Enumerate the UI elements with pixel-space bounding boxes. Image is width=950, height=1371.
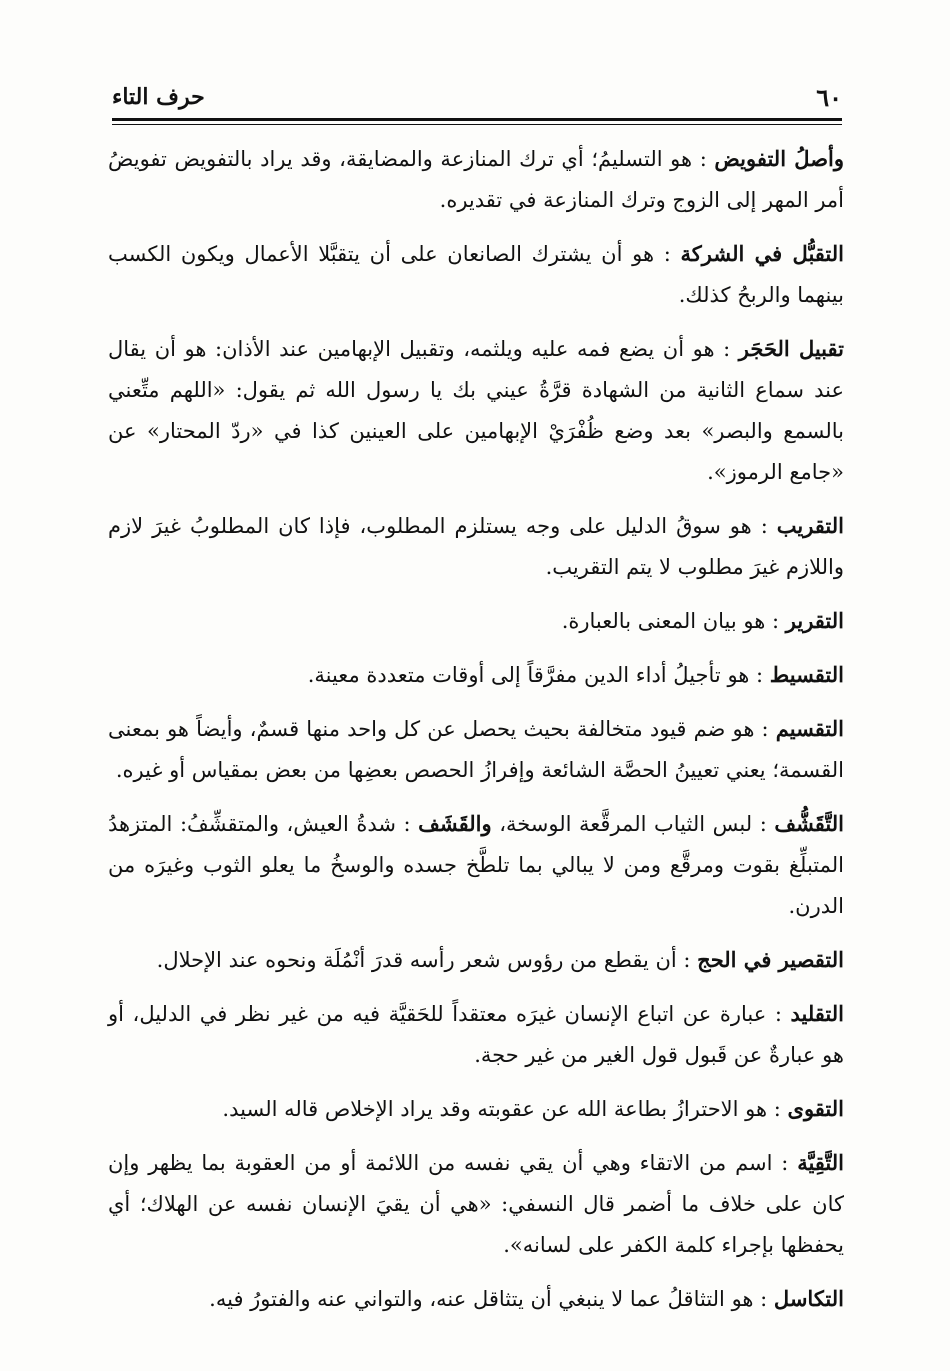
page-number: ٦٠ bbox=[816, 82, 842, 112]
entry-taqwa bbox=[108, 1088, 844, 1130]
entry-definition: : اسم من الاتقاء وهي أن يقي نفسه من اللائمة أو من العقوبة بما يظهر وإن كان على خلاف ما أضمر قال النسفي: «هي أن يقيَ الإنسان نفسه عن الهلاك؛ أي يحفظها بإجراء كلمة الكفر على لسانه». bbox=[108, 1151, 844, 1257]
entry-taqsir bbox=[108, 939, 844, 981]
entry-definition: : هو التثاقلُ عما لا ينبغي أن يتثاقل عنه، والتواني عنه والفتورُ فيه. bbox=[209, 1287, 774, 1311]
entry-taqrir bbox=[108, 600, 844, 642]
entry-tafwid bbox=[108, 138, 844, 221]
entry-definition-continued: : شدةُ العيش، والمتقشِّفُ: المتزهدُ المتبلِّغ بقوت ومرقَّع ومن لا يبالي بما تلطَّخ جسده والوسخُ ما يعلو الثوب وغيرَه من الدرن. bbox=[108, 812, 844, 918]
entry-definition: : هو أن يشترك الصانعان على أن يتقبَّلا الأعمال ويكون الكسب بينهما والربحُ كذلك. bbox=[108, 242, 844, 307]
running-title: حرف التاء bbox=[112, 84, 205, 110]
entry-taqiyya bbox=[108, 1142, 844, 1266]
entry-taqashshuf bbox=[108, 803, 844, 927]
entry-term: التقريب bbox=[776, 513, 844, 538]
entry-definition: : هو ضم قيود متخالفة بحيث يحصل عن كل واحد منها قسمٌ، وأيضاً هو بمعنى القسمة؛ يعني تعيينُ الحصَّة الشائعة وإفرازُ الحصص بعضِها من بعض بمقياس أو غيره. bbox=[108, 717, 844, 782]
entry-definition: : هو بيان المعنى بالعبارة. bbox=[561, 609, 786, 633]
entry-term: تقبيل الحَجَر bbox=[738, 336, 844, 361]
header-rule-thin bbox=[112, 124, 842, 125]
header-rule-thick bbox=[112, 118, 842, 121]
entries-list bbox=[108, 138, 844, 1332]
entry-definition: : هو سوقُ الدليل على وجه يستلزم المطلوب، فإذا كان المطلوبُ غيرَ لازم واللازم غيرَ مطلوب لا يتم التقريب. bbox=[108, 514, 844, 579]
entry-taqsim bbox=[108, 708, 844, 791]
entry-term: التقوى bbox=[787, 1096, 844, 1121]
entry-term: التقرير bbox=[785, 608, 844, 633]
entry-term: التكاسل bbox=[773, 1286, 844, 1311]
entry-definition: : أن يقطع من رؤوس شعر رأسه قدرَ أنْمُلَة ونحوه عند الإحلال. bbox=[156, 948, 698, 972]
entry-term: التقبُّل في الشركة bbox=[680, 241, 844, 266]
entry-definition: : لبس الثياب المرقَّعة الوسخة، bbox=[491, 812, 775, 836]
entry-definition: : هو الاحترازُ بطاعة الله عن عقوبته وقد يراد الإخلاص قاله السيد. bbox=[222, 1097, 788, 1121]
entry-term: التَّقِيَّة bbox=[797, 1150, 844, 1175]
entry-term: التقليد bbox=[790, 1001, 844, 1026]
entry-taqlid bbox=[108, 993, 844, 1076]
entry-definition: : عبارة عن اتباع الإنسان غيرَه معتقداً للحَقيَّة فيه من غير نظر في الدليل، أو هو عبارةٌ عن قَبول قول الغير من غير حجة. bbox=[108, 1002, 844, 1067]
entry-term: التَّقَشُّف bbox=[774, 811, 844, 836]
entry-definition: : هو تأجيلُ أداء الدين مفرَّقاً إلى أوقات متعددة معينة. bbox=[307, 663, 770, 687]
entry-term: التقسيط bbox=[769, 662, 844, 687]
entry-inline-term: والقَشَف bbox=[418, 811, 492, 836]
entry-taqrib bbox=[108, 505, 844, 588]
entry-taqsit bbox=[108, 654, 844, 696]
entry-taqabbul bbox=[108, 233, 844, 316]
entry-term: التقصير في الحج bbox=[697, 947, 844, 972]
entry-definition: : هو أن يضع فمه عليه ويلثمه، وتقبيل الإبهامين عند الأذان: هو أن يقال عند سماع الثانية من الشهادة قرَّةُ عيني بك يا رسول الله ثم يقول: «اللهم متِّعني بالسمع والبصر» بعد وضع ظُفْرَيْ الإبهامين على العينين كذا في «ردّ المحتار» عن «جامع الرموز». bbox=[108, 337, 844, 484]
entry-takasul bbox=[108, 1278, 844, 1320]
entry-taqbil-alhajar bbox=[108, 328, 844, 493]
entry-term: التقسيم bbox=[775, 716, 844, 741]
entry-term: وأصلُ التفويض bbox=[714, 146, 844, 171]
entry-definition: : هو التسليمُ؛ أي ترك المنازعة والمضايقة، وقد يراد بالتفويض تفويضُ أمر المهر إلى الزوج وترك المنازعة في تقديره. bbox=[108, 147, 844, 212]
page-header bbox=[112, 78, 842, 116]
